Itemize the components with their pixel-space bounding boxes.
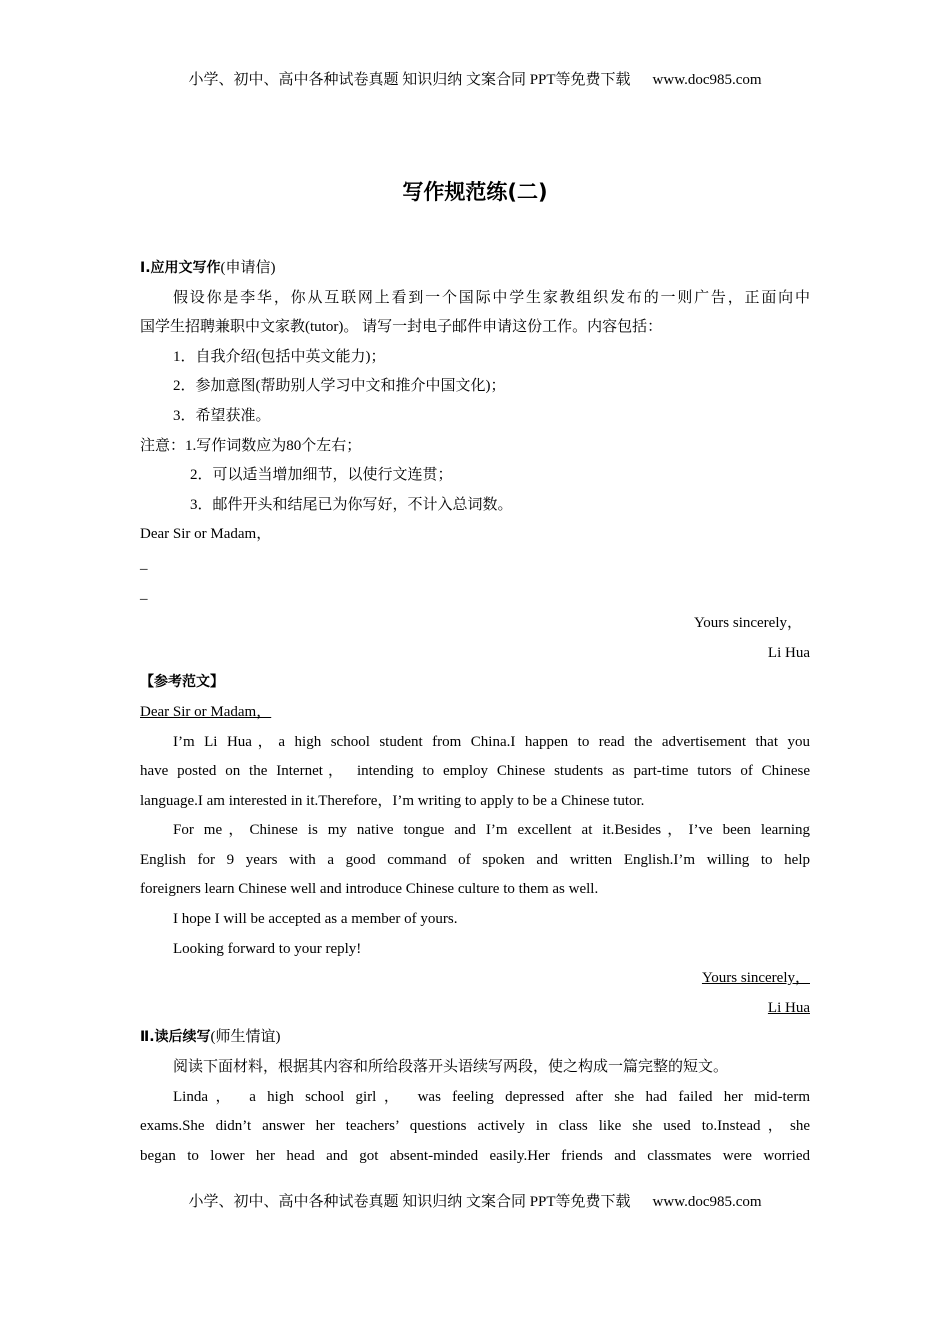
page-header <box>0 68 950 89</box>
header-text: 小学、初中、高中各种试卷真题 知识归纳 文案合同 PPT等免费下载 <box>188 72 631 88</box>
note-line: 2．可以适当增加细节，以使行文连贯； <box>190 467 453 484</box>
paragraph-line: exams.She didn’t answer her teachers’ questions actively in class like she used to.Instead，she <box>140 1118 810 1135</box>
footer-link[interactable]: www.doc985.com <box>652 1194 762 1210</box>
prompt-line: 国学生招聘兼职中文家教(tutor)。 请写一封电子邮件申请这份工作。内容包括： <box>140 319 663 336</box>
sample-closing: Yours sincerely， <box>701 970 810 987</box>
paragraph-line: English for 9 years with a good command of spoken and written English.I’m willing to help <box>140 851 810 868</box>
footer-text: 小学、初中、高中各种试卷真题 知识归纳 文案合同 PPT等免费下载 <box>188 1194 631 1210</box>
instruction: 阅读下面材料，根据其内容和所给段落开头语续写两段，使之构成一篇完整的短文。 <box>173 1059 729 1076</box>
list-item: 1．自我介绍(包括中英文能力)； <box>173 348 386 365</box>
answer-blank: _ <box>140 585 148 602</box>
answer-blank: _ <box>140 555 148 572</box>
paragraph-line: have posted on the Internet， intending to employ Chinese students as part-time tutors of Chinese <box>140 763 810 780</box>
paragraph-line: I hope I will be accepted as a member of yours. <box>173 911 458 928</box>
sample-signature: Li Hua <box>767 999 810 1016</box>
note-line: 3．邮件开头和结尾已为你写好，不计入总词数。 <box>190 496 513 513</box>
heading-bold: Ⅱ.读后续写 <box>140 1029 211 1046</box>
paragraph-line: For me，Chinese is my native tongue and I’m excellent at it.Besides，I’ve been learning <box>173 822 810 839</box>
list-item: 3．希望获准。 <box>173 407 271 424</box>
sample-heading: 【参考范文】 <box>140 674 224 691</box>
sample-salutation: Dear Sir or Madam， <box>140 703 272 720</box>
page-footer <box>0 1190 950 1211</box>
paragraph-line: began to lower her head and got absent-minded easily.Her friends and classmates were worried <box>140 1147 810 1164</box>
list-item: 2．参加意图(帮助别人学习中文和推介中国文化)； <box>173 378 506 395</box>
section-2-heading <box>140 1023 810 1053</box>
paragraph-line: language.I am interested in it.Therefore，I’m writing to apply to be a Chinese tutor. <box>140 792 645 809</box>
document-body <box>140 254 810 1171</box>
note-line: 注意：1.写作词数应为80个左右； <box>140 437 362 454</box>
paragraph-line: Linda， a high school girl， was feeling depressed after she had failed her mid-term <box>173 1088 810 1105</box>
salutation: Dear Sir or Madam， <box>140 526 272 543</box>
signature: Li Hua <box>767 644 810 661</box>
heading-paren: (申请信) <box>220 260 276 276</box>
page-title: 写作规范练(二) <box>402 180 548 204</box>
heading-bold: Ⅰ.应用文写作 <box>140 260 221 276</box>
heading-paren: (师生情谊) <box>210 1029 281 1046</box>
section-1-heading <box>140 254 810 284</box>
paragraph-line: I’m Li Hua，a high school student from China.I happen to read the advertisement that you <box>173 733 810 750</box>
prompt-line: 假设你是李华，你从互联网上看到一个国际中学生家教组织发布的一则广告，正面向中 <box>173 289 810 306</box>
closing: Yours sincerely， <box>693 615 802 632</box>
paragraph-line: Looking forward to your reply! <box>173 940 362 957</box>
paragraph-line: foreigners learn Chinese well and introduce Chinese culture to them as well. <box>140 881 599 898</box>
header-link[interactable]: www.doc985.com <box>652 72 762 88</box>
